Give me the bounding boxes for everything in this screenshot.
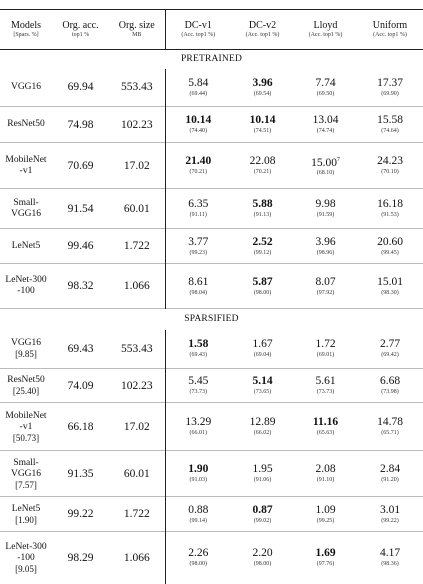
size-value	[357, 463, 423, 476]
header-sublabel: top1 %	[71, 32, 90, 38]
accuracy-value: (74.74)	[316, 128, 335, 134]
size-value-text: 11.16	[312, 416, 339, 428]
size-value	[231, 114, 294, 127]
size-value	[357, 547, 423, 560]
header-uniform	[357, 10, 423, 50]
model-name-line: -v1	[19, 421, 33, 432]
footnote-marker: 7	[336, 156, 340, 163]
model-name-line: Small-	[13, 457, 39, 468]
accuracy-value: (73.73)	[316, 389, 335, 395]
accuracy-value: (74.40)	[189, 128, 207, 134]
accuracy-value: (91.10)	[316, 477, 335, 483]
lloyd-cell	[294, 107, 357, 143]
uniform-cell	[357, 264, 423, 309]
header-dc-v1	[165, 10, 231, 50]
model-cell	[0, 497, 52, 532]
size-value-text: 20.60	[377, 235, 403, 248]
size-value	[166, 375, 232, 388]
size-value	[166, 114, 232, 127]
size-value-text: 5.87	[252, 275, 273, 288]
size-value	[357, 198, 423, 211]
size-value-text: 0.87	[252, 503, 273, 516]
header-dc-v2	[231, 10, 294, 50]
org-size-cell: 1.066	[123, 551, 150, 564]
size-value	[357, 114, 423, 127]
dc-v1-cell	[165, 497, 231, 532]
accuracy-value: (73.98)	[381, 389, 399, 395]
dc-v2-cell	[231, 403, 294, 451]
size-value-text: 0.88	[188, 503, 209, 516]
model-cell	[0, 143, 52, 189]
org-size-cell: 1.722	[123, 508, 150, 520]
dc-v1-cell	[165, 69, 231, 107]
size-value-text: 17.37	[377, 76, 403, 89]
accuracy-value: (69.42)	[381, 352, 399, 359]
accuracy-value: (99.22)	[381, 517, 399, 524]
size-value-text: 4.17	[379, 547, 401, 560]
table-row	[0, 229, 423, 264]
size-value	[166, 236, 232, 249]
accuracy-value: (98.96)	[316, 249, 335, 256]
size-value	[231, 375, 294, 388]
org-acc-cell: 69.94	[67, 81, 94, 94]
section-row	[0, 50, 423, 69]
size-value	[294, 504, 357, 517]
section-title: PRETRAINED	[180, 54, 243, 65]
model-cell	[0, 330, 52, 369]
size-value-text: 24.23	[377, 155, 403, 167]
dc-v2-cell	[231, 143, 294, 189]
accuracy-value: (69.50)	[316, 90, 335, 97]
size-value	[294, 114, 357, 127]
size-value-text: 5.88	[252, 198, 273, 210]
accuracy-value: (69.90)	[381, 90, 399, 97]
table-row	[0, 451, 423, 497]
dc-v2-cell	[231, 330, 294, 369]
size-value-text: 1.69	[315, 547, 336, 560]
size-value-text: 15.00	[311, 156, 337, 169]
model-name-line: VGG16	[10, 208, 42, 219]
uniform-cell	[357, 497, 423, 532]
dc-v2-cell	[231, 107, 294, 143]
lloyd-cell	[294, 497, 357, 532]
lloyd-cell	[294, 532, 357, 584]
accuracy-value: (99.14)	[189, 517, 207, 524]
accuracy-value: (99.23)	[189, 249, 207, 256]
uniform-cell	[357, 532, 423, 584]
model-name-line: -v1	[19, 165, 33, 176]
size-value-text: 5.61	[315, 375, 336, 387]
model-cell	[0, 451, 52, 497]
model-cell	[0, 189, 52, 229]
size-value	[231, 463, 294, 476]
accuracy-value: (69.01)	[316, 352, 335, 359]
size-value	[294, 154, 357, 170]
table-row	[0, 189, 423, 229]
uniform-cell	[357, 330, 423, 369]
size-value-text: 2.26	[188, 547, 209, 560]
uniform-cell	[357, 403, 423, 451]
size-value	[231, 155, 294, 168]
model-name-line: LeNet-300	[5, 541, 47, 552]
dc-v1-cell	[165, 264, 231, 309]
lloyd-cell	[294, 369, 357, 403]
table-row	[0, 69, 423, 107]
size-value	[231, 198, 294, 211]
header-label: Org. acc.	[62, 20, 99, 31]
org-size-cell: 102.23	[120, 379, 153, 392]
accuracy-value: (98.00)	[253, 289, 272, 296]
size-value	[294, 416, 357, 429]
org-size-cell: 553.43	[120, 81, 153, 94]
accuracy-value: (99.02)	[253, 517, 272, 524]
size-value	[166, 338, 232, 351]
org-acc-cell: 91.54	[67, 202, 94, 215]
accuracy-value: (99.45)	[381, 249, 399, 256]
accuracy-value: (68.10)	[316, 170, 335, 177]
model-name-line: LeNet5	[11, 503, 41, 514]
model-cell	[0, 229, 52, 264]
size-value-text: 1.58	[188, 338, 209, 351]
size-value-text: 2.20	[252, 547, 273, 560]
accuracy-value: (65.63)	[316, 430, 335, 436]
size-value-text: 2.84	[379, 463, 401, 475]
uniform-cell	[357, 189, 423, 229]
org-size-cell: 1.722	[123, 240, 150, 252]
size-value-text: 2.77	[379, 338, 401, 351]
section-row	[0, 309, 423, 330]
size-value-text: 16.18	[377, 198, 403, 210]
header-label: Models	[11, 20, 41, 31]
size-value-text: 1.09	[315, 503, 336, 516]
size-value-text: 1.95	[252, 463, 273, 475]
header-label: DC-v1	[184, 20, 212, 31]
accuracy-value: (91.06)	[253, 477, 272, 483]
header-sublabel: (Acc. top1 %)	[373, 32, 407, 38]
uniform-cell	[357, 69, 423, 107]
size-value	[294, 338, 357, 351]
accuracy-value: (65.71)	[381, 430, 399, 436]
table-row	[0, 264, 423, 309]
org-size-cell: 17.02	[123, 420, 150, 433]
dc-v1-cell	[165, 229, 231, 264]
org-size-cell: 102.23	[120, 118, 153, 131]
size-value	[231, 338, 294, 351]
org-acc-cell: 74.09	[67, 379, 94, 392]
dc-v2-cell	[231, 532, 294, 584]
accuracy-value: (70.10)	[381, 169, 399, 175]
size-value	[231, 236, 294, 249]
size-value	[357, 276, 423, 289]
accuracy-value: (98.36)	[381, 561, 399, 568]
accuracy-value: (91.13)	[253, 212, 272, 218]
size-value	[294, 236, 357, 249]
table-body	[0, 50, 423, 584]
header-sublabel: (Acc. top1 %)	[181, 32, 216, 38]
size-value-text: 6.35	[188, 198, 209, 210]
accuracy-value: (98.30)	[381, 289, 399, 296]
accuracy-value: (98.00)	[189, 561, 207, 568]
lloyd-cell	[294, 143, 357, 189]
table-row	[0, 107, 423, 143]
dc-v2-cell	[231, 264, 294, 309]
model-name-line: LeNet5	[11, 240, 41, 251]
org-size-cell: 1.066	[123, 280, 150, 292]
size-value-text: 8.07	[315, 275, 336, 288]
model-name-line: VGG16	[10, 81, 42, 92]
size-value-text: 1.67	[252, 338, 273, 351]
size-value	[166, 276, 232, 289]
model-name-line: Small-	[13, 197, 39, 208]
size-value-text: 9.98	[315, 198, 336, 210]
size-value-text: 1.90	[188, 463, 209, 475]
accuracy-value: (91.20)	[381, 477, 399, 483]
size-value	[166, 155, 232, 168]
size-value-text: 7.74	[315, 76, 336, 89]
size-value-text: 3.96	[315, 235, 336, 248]
accuracy-value: (74.64)	[381, 128, 399, 134]
size-value	[231, 504, 294, 517]
size-value-text: 5.14	[252, 375, 273, 387]
dc-v1-cell	[165, 330, 231, 369]
size-value	[357, 375, 423, 388]
org-size-cell: 17.02	[123, 159, 150, 172]
dc-v1-cell	[165, 532, 231, 584]
dc-v2-cell	[231, 189, 294, 229]
accuracy-value: (91.53)	[381, 212, 399, 218]
uniform-cell	[357, 107, 423, 143]
table-row	[0, 497, 423, 532]
size-value-text: 12.89	[249, 416, 276, 428]
accuracy-value: (73.73)	[189, 389, 207, 395]
size-value	[231, 416, 294, 429]
header-sublabel: MB	[132, 32, 142, 38]
org-acc-cell: 70.69	[67, 159, 94, 172]
size-value	[166, 463, 232, 476]
lloyd-cell	[294, 69, 357, 107]
dc-v1-cell	[165, 403, 231, 451]
size-value-text: 15.01	[377, 275, 403, 288]
accuracy-value: (73.65)	[253, 389, 272, 395]
table-row	[0, 330, 423, 369]
org-acc-cell: 91.35	[67, 467, 94, 480]
lloyd-cell	[294, 451, 357, 497]
accuracy-value: (69.43)	[189, 352, 207, 359]
lloyd-cell	[294, 330, 357, 369]
uniform-cell	[357, 451, 423, 497]
header-label: Org. size	[118, 20, 155, 31]
header-sublabel: (Acc. top1 %)	[308, 32, 343, 38]
sparsity-value: [9.85]	[15, 349, 37, 360]
header-sublabel: (Acc. top1 %)	[245, 32, 280, 38]
dc-v1-cell	[165, 107, 231, 143]
dc-v1-cell	[165, 189, 231, 229]
header-org-size	[109, 10, 165, 50]
lloyd-cell	[294, 403, 357, 451]
model-name-line: ResNet50	[7, 119, 45, 129]
results-table	[0, 9, 423, 584]
size-value	[166, 547, 232, 560]
org-size-cell: 60.01	[123, 202, 150, 215]
size-value-text: 10.14	[249, 114, 276, 126]
accuracy-value: (98.00)	[253, 561, 272, 568]
model-name-line: -100	[17, 286, 35, 296]
accuracy-value: (74.51)	[253, 128, 272, 134]
size-value	[231, 547, 294, 560]
accuracy-value: (99.25)	[316, 517, 335, 524]
accuracy-value: (99.12)	[253, 249, 272, 256]
model-cell	[0, 264, 52, 309]
size-value-text: 2.52	[252, 235, 273, 248]
header-label: DC-v2	[248, 20, 277, 31]
sparsity-value: [7.57]	[15, 479, 37, 490]
table-row	[0, 532, 423, 584]
accuracy-value: (91.03)	[189, 477, 207, 483]
table-row	[0, 143, 423, 189]
org-acc-cell: 99.22	[67, 508, 94, 520]
size-value-text: 10.14	[185, 114, 212, 126]
table-row	[0, 403, 423, 451]
header-label: Lloyd	[313, 20, 338, 31]
header-label: Uniform	[372, 20, 408, 31]
accuracy-value: (91.59)	[316, 212, 335, 218]
accuracy-value: (69.04)	[253, 352, 272, 359]
model-name-line: ResNet50	[7, 375, 45, 385]
header-models	[0, 10, 52, 50]
org-size-cell: 60.01	[123, 467, 150, 480]
accuracy-value: (97.76)	[316, 561, 335, 568]
size-value-text: 1.72	[315, 338, 336, 351]
org-acc-cell: 98.29	[67, 551, 94, 564]
model-name-line: LeNet-300	[5, 275, 47, 285]
model-name-line: -100	[17, 552, 35, 563]
size-value	[357, 77, 423, 90]
accuracy-value: (69.54)	[253, 90, 272, 97]
size-value-text: 3.77	[188, 235, 209, 248]
size-value	[231, 276, 294, 289]
header-lloyd	[294, 10, 357, 50]
model-cell	[0, 369, 52, 403]
dc-v1-cell	[165, 369, 231, 403]
accuracy-value: (98.04)	[189, 289, 207, 296]
org-acc-cell: 98.32	[67, 280, 94, 292]
uniform-cell	[357, 143, 423, 189]
dc-v1-cell	[165, 451, 231, 497]
accuracy-value: (66.02)	[253, 430, 272, 436]
size-value-text: 14.78	[377, 416, 403, 428]
org-acc-cell: 66.18	[67, 420, 94, 433]
size-value	[166, 198, 232, 211]
size-value-text: 22.08	[249, 155, 276, 167]
size-value-text: 5.84	[188, 76, 209, 89]
size-value	[294, 375, 357, 388]
dc-v2-cell	[231, 229, 294, 264]
model-cell	[0, 69, 52, 107]
size-value-text: 13.04	[312, 114, 339, 126]
table-row	[0, 369, 423, 403]
size-value	[294, 547, 357, 560]
size-value	[294, 276, 357, 289]
accuracy-value: (97.92)	[316, 289, 335, 296]
accuracy-value: (66.01)	[189, 430, 207, 436]
org-acc-cell: 74.98	[67, 118, 94, 131]
size-value	[231, 77, 294, 90]
size-value	[294, 463, 357, 476]
size-value-text: 21.40	[185, 155, 212, 167]
accuracy-value: (69.44)	[189, 90, 207, 97]
model-name-line: VGG16	[10, 338, 42, 349]
accuracy-value: (91.11)	[189, 212, 207, 218]
org-size-cell: 553.43	[120, 342, 153, 355]
uniform-cell	[357, 229, 423, 264]
header-sublabel: [Spars. %]	[13, 32, 39, 38]
accuracy-value: (70.21)	[189, 169, 207, 175]
model-cell	[0, 403, 52, 451]
size-value	[357, 504, 423, 517]
size-value-text: 3.01	[379, 503, 401, 516]
model-name-line: VGG16	[10, 468, 42, 479]
size-value-text: 3.96	[252, 76, 273, 89]
size-value	[166, 504, 232, 517]
section-title: SPARSIFIED	[184, 314, 239, 325]
model-cell	[0, 107, 52, 143]
size-value-text: 13.29	[185, 416, 212, 428]
sparsity-value: [9.05]	[15, 563, 37, 574]
dc-v2-cell	[231, 369, 294, 403]
dc-v1-cell	[165, 143, 231, 189]
size-value	[166, 416, 232, 429]
size-value	[357, 155, 423, 168]
size-value-text: 5.45	[188, 375, 209, 387]
size-value	[166, 77, 232, 90]
accuracy-value: (70.21)	[253, 169, 272, 175]
lloyd-cell	[294, 229, 357, 264]
model-cell	[0, 532, 52, 584]
dc-v2-cell	[231, 451, 294, 497]
dc-v2-cell	[231, 497, 294, 532]
size-value-text: 2.08	[315, 463, 336, 475]
org-acc-cell: 69.43	[67, 342, 94, 355]
uniform-cell	[357, 369, 423, 403]
header-org-acc	[52, 10, 109, 50]
size-value-text: 15.58	[377, 114, 403, 126]
size-value	[294, 77, 357, 90]
header-row	[0, 10, 423, 50]
sparsity-value: [50.73]	[12, 432, 40, 443]
size-value	[357, 338, 423, 351]
dc-v2-cell	[231, 69, 294, 107]
size-value	[357, 236, 423, 249]
model-name-line: MobileNet	[5, 410, 47, 421]
sparsity-value: [25.40]	[12, 386, 40, 396]
size-value-text: 6.68	[379, 375, 401, 387]
size-value-text: 8.61	[188, 275, 209, 288]
size-value	[357, 416, 423, 429]
org-acc-cell: 99.46	[67, 240, 94, 252]
size-value	[294, 198, 357, 211]
model-name-line: MobileNet	[5, 154, 47, 165]
sparsity-value: [1.90]	[15, 514, 37, 525]
lloyd-cell	[294, 264, 357, 309]
lloyd-cell	[294, 189, 357, 229]
